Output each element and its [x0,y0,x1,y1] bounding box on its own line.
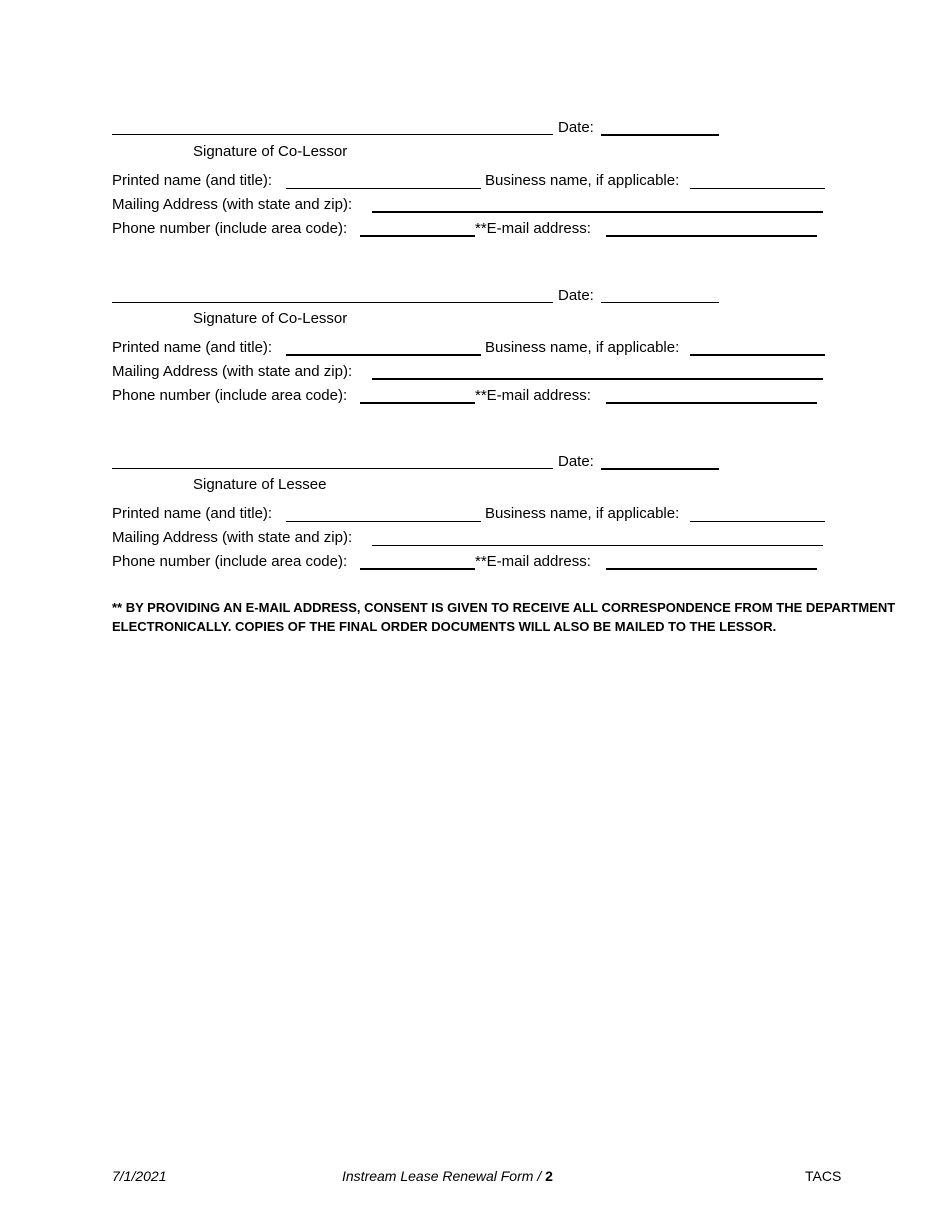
date-line[interactable] [601,302,719,303]
signature-line[interactable] [112,302,553,303]
phone-line[interactable] [360,235,475,237]
email-label: **E-mail address: [475,387,591,404]
signature-caption: Signature of Co-Lessor [193,143,348,160]
email-line[interactable] [606,568,817,570]
date-label: Date: [558,287,594,304]
printed-name-line[interactable] [286,521,481,522]
footer-form-title [342,1167,553,1185]
phone-label: Phone number (include area code): [112,553,348,570]
printed-name-line[interactable] [286,354,481,356]
signature-caption: Signature of Lessee [193,476,327,493]
title-separator: / [533,1168,546,1184]
mailing-address-line[interactable] [372,378,823,380]
printed-name-label: Printed name (and title): [112,339,273,356]
business-name-line[interactable] [690,521,825,522]
business-name-label: Business name, if applicable: [485,339,680,356]
form-title: Instream Lease Renewal Form [342,1168,534,1184]
printed-name-label: Printed name (and title): [112,172,273,189]
mailing-address-line[interactable] [372,545,823,546]
printed-name-line[interactable] [286,188,481,189]
phone-line[interactable] [360,402,475,404]
phone-label: Phone number (include area code): [112,220,348,237]
email-label: **E-mail address: [475,220,591,237]
mailing-address-label: Mailing Address (with state and zip): [112,529,353,546]
date-line[interactable] [601,134,719,136]
date-label: Date: [558,119,594,136]
phone-label: Phone number (include area code): [112,387,348,404]
signature-line[interactable] [112,134,553,135]
signature-line[interactable] [112,468,553,469]
email-line[interactable] [606,402,817,404]
business-name-line[interactable] [690,188,825,189]
signature-caption: Signature of Co-Lessor [193,310,348,327]
footer-date: 7/1/2021 [112,1168,167,1184]
mailing-address-label: Mailing Address (with state and zip): [112,196,353,213]
business-name-label: Business name, if applicable: [485,505,680,522]
footer-agency: TACS [805,1168,842,1184]
mailing-address-line[interactable] [372,211,823,213]
date-line[interactable] [601,468,719,470]
mailing-address-label: Mailing Address (with state and zip): [112,363,353,380]
email-line[interactable] [606,235,817,237]
business-name-line[interactable] [690,354,825,356]
email-label: **E-mail address: [475,553,591,570]
date-label: Date: [558,453,594,470]
printed-name-label: Printed name (and title): [112,505,273,522]
email-consent-notice: ** BY PROVIDING AN E-MAIL ADDRESS, CONSENT IS GIVEN TO RECEIVE ALL CORRESPONDENCE FROM THE DEPARTMENT ELECTRONICALLY. COPIES OF THE FINAL ORDER DOCUMENTS WILL ALSO BE MAILED TO THE LESSOR. [112,600,896,634]
phone-line[interactable] [360,568,475,570]
page-number: 2 [545,1168,553,1184]
business-name-label: Business name, if applicable: [485,172,680,189]
